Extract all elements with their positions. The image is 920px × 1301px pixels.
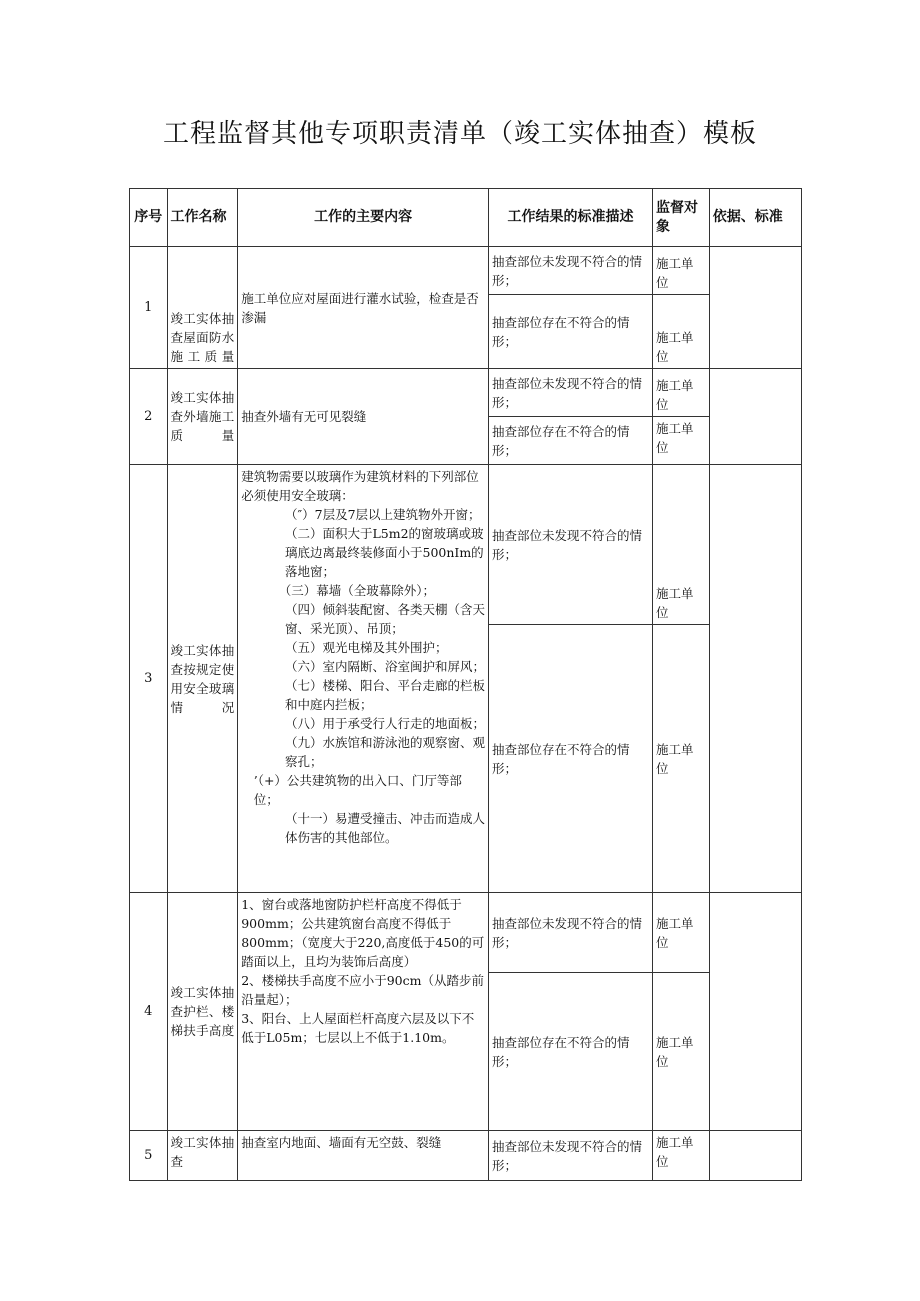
content-line: （八）用于承受行人行走的地面板； [284, 716, 485, 731]
content-line: （九）水族馆和游泳池的观察窗、观察孔； [284, 735, 485, 769]
page-title: 工程监督其他专项职责清单（竣工实体抽查）模板 [162, 119, 757, 149]
table-row [130, 247, 802, 295]
row-name: 竣工实体抽查按规定使用安全玻璃情况 [167, 465, 238, 893]
content-line: （十一）易遭受撞击、冲击而造成人体伤害的其他部位。 [284, 811, 485, 845]
target-ok: 施工单位 [652, 465, 709, 625]
row-seq: 4 [130, 893, 168, 1131]
row-name: 竣工实体抽查外墙施工质量 [167, 369, 238, 465]
row-content [238, 893, 489, 1131]
table-row [130, 893, 802, 973]
target-bad: 施工单位 [652, 625, 709, 893]
header-seq: 序号 [130, 189, 168, 247]
row-name: 竣工实体抽查护栏、楼梯扶手高度 [167, 893, 238, 1131]
std-bad: 抽查部位存在不符合的情形； [489, 973, 653, 1131]
row-seq: 2 [130, 369, 168, 465]
table-row [130, 369, 802, 417]
std-ok: 抽查部位未发现不符合的情形； [489, 369, 653, 417]
content-line: （六）室内隔断、浴室闽护和屏风； [284, 659, 485, 674]
content-line: 1、窗台或落地窗防护栏杆高度不得低于900mm；公共建筑窗台高度不得低于800mm；（宽度大于220,高度低于450的可踏面以上，且均为装饰后高度） [241, 897, 485, 969]
content-line: （四）倾斜装配窗、各类天棚（含天窗、采光顶）、吊顶； [284, 602, 485, 636]
content-line: 2、楼梯扶手高度不应小于90cm（从踏步前沿量起）； [241, 973, 484, 1007]
row-basis [709, 893, 801, 1131]
content-line: （二）面积大于L5m2的窗玻璃或玻璃底边离最终装修面小于500nIm的落地窗； [284, 526, 484, 579]
header-name: 工作名称 [167, 189, 238, 247]
target-ok: 施工单位 [652, 247, 709, 295]
row-basis [709, 369, 801, 465]
std-bad: 抽查部位存在不符合的情形； [489, 625, 653, 893]
content-line: ’（+）公共建筑物的出入口、门厅等部位； [253, 773, 462, 807]
row-basis [709, 1131, 801, 1181]
target-bad: 施工单位 [652, 295, 709, 369]
row-seq: 5 [130, 1131, 168, 1181]
row-content: 抽查室内地面、墙面有无空鼓、裂缝 [238, 1131, 489, 1181]
target-ok: 施工单位 [652, 893, 709, 973]
row-basis [709, 465, 801, 893]
header-basis: 依据、标准 [709, 189, 801, 247]
row-basis [709, 247, 801, 369]
header-standard: 工作结果的标准描述 [489, 189, 653, 247]
row-content: 施工单位应对屋面进行灌水试验，检查是否渗漏 [238, 247, 489, 369]
content-line: （三）幕墙（全玻幕除外）； [278, 583, 435, 598]
row-name: 竣工实体抽查 [167, 1131, 238, 1181]
std-bad: 抽查部位存在不符合的情形； [489, 417, 653, 465]
content-line: 建筑物需要以玻璃作为建筑材料的下列部位必须使用安全玻璃： [241, 469, 479, 503]
table-row [130, 465, 802, 625]
content-line: （″）7层及7层以上建筑物外开窗； [284, 507, 481, 522]
target-ok: 施工单位 [652, 1131, 709, 1181]
header-target: 监督对象 [652, 189, 709, 247]
content-line: （七）楼梯、阳台、平台走廊的栏板和中庭内拦板； [284, 678, 485, 712]
target-bad: 施工单位 [652, 973, 709, 1131]
duty-table [129, 188, 802, 1181]
std-ok: 抽查部位未发现不符合的情形； [489, 1131, 653, 1181]
row-content [238, 465, 489, 893]
std-ok: 抽查部位未发现不符合的情形； [489, 465, 653, 625]
header-content: 工作的主要内容 [238, 189, 489, 247]
row-content: 抽查外墙有无可见裂缝 [238, 369, 489, 465]
target-ok: 施工单位 [652, 369, 709, 417]
row-name: 竣工实体抽查屋面防水施工质量 [167, 247, 238, 369]
content-line: 3、阳台、上人屋面栏杆高度六层及以下不低于L05m；七层以上不低于1.10m。 [241, 1011, 475, 1045]
header-row [130, 189, 802, 247]
row-seq: 3 [130, 465, 168, 893]
std-ok: 抽查部位未发现不符合的情形； [489, 893, 653, 973]
std-ok: 抽查部位未发现不符合的情形； [489, 247, 653, 295]
table-row [130, 1131, 802, 1181]
row-seq: 1 [130, 247, 168, 369]
content-line: （五）观光电梯及其外围护； [284, 640, 448, 655]
std-bad: 抽查部位存在不符合的情形； [489, 295, 653, 369]
target-bad: 施工单位 [652, 417, 709, 465]
